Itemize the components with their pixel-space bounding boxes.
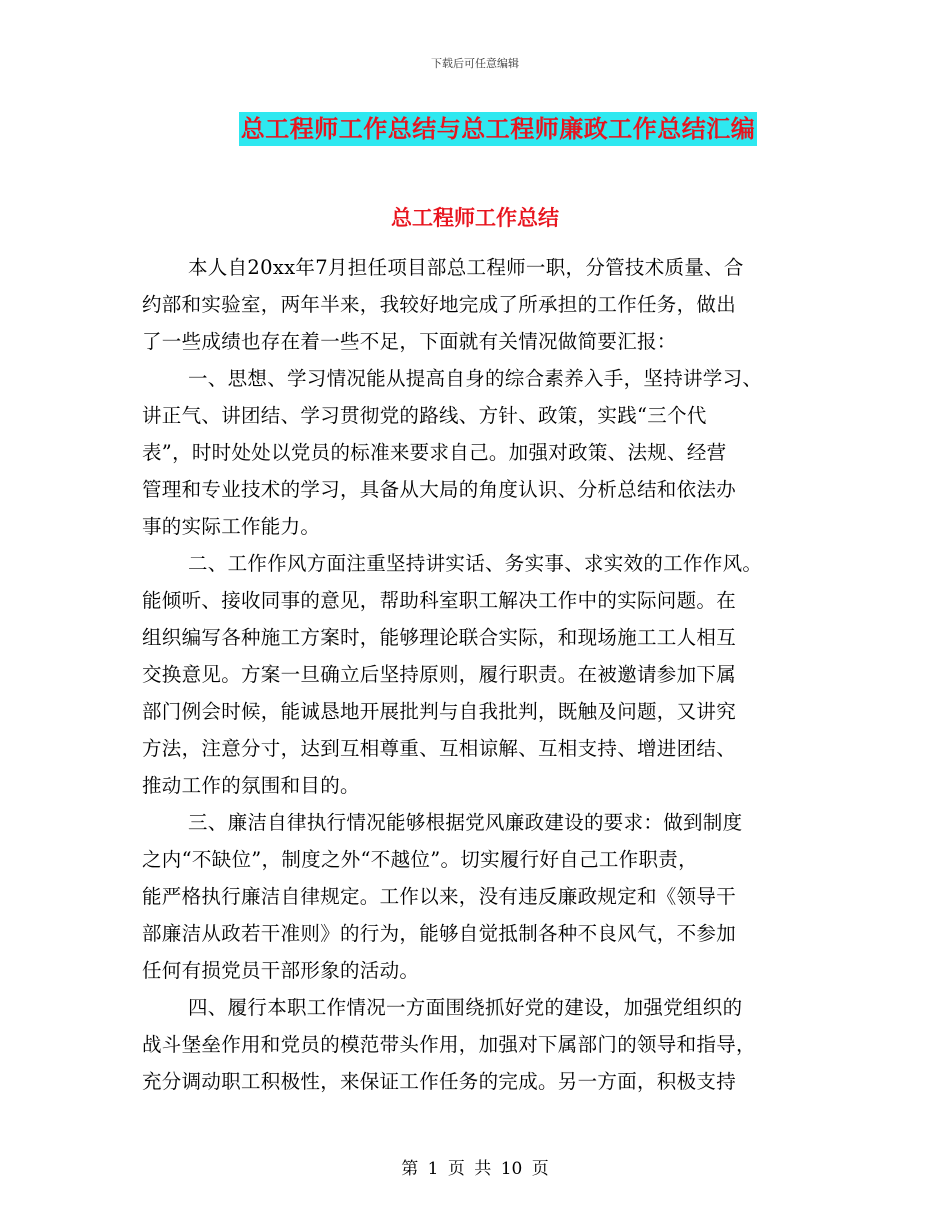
body-line: 方法，注意分寸，达到互相尊重、互相谅解、互相支持、增进团结、: [142, 737, 737, 760]
main-title-wrap: [0, 112, 950, 146]
page-footer: 第 1 页 共 10 页: [401, 1159, 549, 1179]
body-line: 二、工作作风方面注重坚持讲实话、务实事、求实效的工作作风。: [188, 552, 763, 575]
body-line: 管理和专业技术的学习，具备从大局的角度认识、分析总结和依法办: [142, 478, 737, 501]
body-line: 讲正气、讲团结、学习贯彻党的路线、方针、政策，实践“三个代: [142, 404, 707, 427]
body-text: [142, 249, 812, 1100]
body-line: 充分调动职工积极性，来保证工作任务的完成。另一方面，积极支持: [142, 1070, 737, 1093]
body-line: 组织编写各种施工方案时，能够理论联合实际，和现场施工工人相互: [142, 626, 737, 649]
body-line: 能倾听、接收同事的意见，帮助科室职工解决工作中的实际问题。在: [142, 589, 737, 612]
body-line: 推动工作的氛围和目的。: [142, 774, 360, 797]
body-line: 三、廉洁自律执行情况能够根据党风廉政建设的要求：做到制度: [188, 811, 743, 834]
body-line: 部门例会时候，能诚恳地开展批判与自我批判，既触及问题，又讲究: [142, 700, 737, 723]
body-line: 能严格执行廉洁自律规定。工作以来，没有违反廉政规定和《领导干: [142, 885, 737, 908]
body-line: 交换意见。方案一旦确立后坚持原则，履行职责。在被邀请参加下属: [142, 663, 737, 686]
header-note: 下载后可任意编辑: [431, 57, 519, 70]
body-line: 约部和实验室，两年半来，我较好地完成了所承担的工作任务，做出: [142, 293, 737, 316]
body-line: 部廉洁从政若干准则》的行为，能够自觉抵制各种不良风气，不参加: [142, 922, 737, 945]
body-line: 事的实际工作能力。: [142, 515, 321, 538]
body-line: 战斗堡垒作用和党员的模范带头作用，加强对下属部门的领导和指导，: [142, 1033, 756, 1056]
body-line: 任何有损党员干部形象的活动。: [142, 959, 420, 982]
main-title: 总工程师工作总结与总工程师廉政工作总结汇编: [239, 112, 758, 146]
body-line: 表”，时时处处以党员的标准来要求自己。加强对政策、法规、经营: [142, 441, 727, 464]
body-line: 了一些成绩也存在着一些不足，下面就有关情况做简要汇报：: [142, 330, 677, 353]
section-title: 总工程师工作总结: [391, 206, 559, 230]
body-line: 一、思想、学习情况能从提高自身的综合素养入手，坚持讲学习、: [188, 367, 763, 390]
body-line: 四、履行本职工作情况一方面围绕抓好党的建设，加强党组织的: [188, 996, 743, 1019]
body-line: 本人自20xx年7月担任项目部总工程师一职，分管技术质量、合: [188, 256, 744, 279]
body-line: 之内“不缺位”，制度之外“不越位”。切实履行好自己工作职责，: [142, 848, 698, 871]
